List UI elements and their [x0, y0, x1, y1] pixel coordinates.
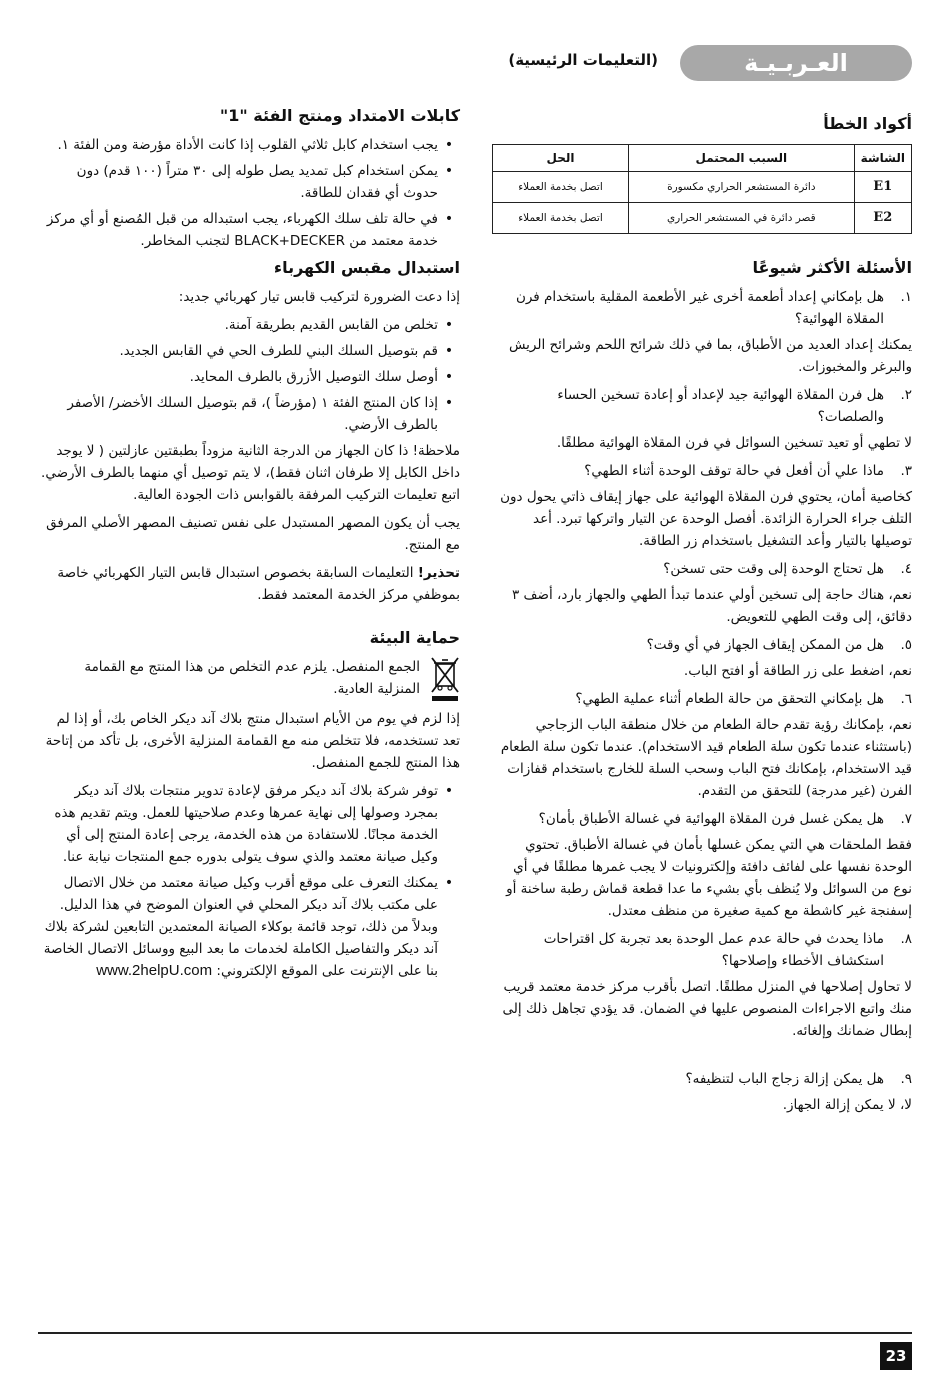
faq-question: ماذا يحدث في حالة عدم عمل الوحدة بعد تجربة كل اقتراحات استكشاف الأخطاء وإصلاحها؟	[543, 931, 884, 969]
list-item	[40, 392, 460, 436]
warning-text: التعليمات السابقة بخصوص استبدال قابس التيار الكهربائي خاصة بموظفي مركز الخدمة المعتمد فقط.	[57, 565, 460, 603]
faq-number: ٩.	[900, 1071, 912, 1087]
bullet-icon: •	[444, 395, 454, 411]
extension-title: كابلات الامتداد ومنتج الفئة "1"	[219, 106, 460, 125]
environment-para: إذا لزم في يوم من الأيام استبدال منتج بلاك آند ديكر الخاص بك، أو إذا لم تعد تستخدمه، فلا تتخلص منه مع القمامة المنزلية الأخرى، بل تأكد من إتاحة هذا المنتج للجمع المنفصل.	[45, 711, 460, 771]
faq-answer: فقط الملحقات هي التي يمكن غسلها بأمان في غسالة الأطباق. تحتوي الوحدة نفسها على لفائف دافئة وإلكترونيات لا يجب غمرها مطلقًا في أي نوع من السوائل ولا يُنظف بأي بشيء ما عدا قطعة قماش رطبة ساخنة أو إسفنجة غير كاشطة مع كمية صغيرة من منظف معتدل.	[506, 837, 912, 919]
error-solution: اتصل بخدمة العملاء	[493, 203, 629, 234]
bullet-text: في حالة تلف سلك الكهرباء، يجب استبداله من قبل المُصنع أو أي مركز خدمة معتمد من BLACK+DECKER لتجنب المخاطر.	[46, 211, 438, 249]
faq-number: ٥.	[900, 637, 912, 653]
list-item	[40, 340, 460, 362]
list-item	[40, 366, 460, 388]
list-item	[40, 780, 460, 868]
faq-answer: لا تحاول إصلاحها في المنزل مطلقًا. اتصل بأقرب مركز خدمة معتمد قريب منك واتبع الاجراءات المنصوص عليها في الضمان. قد يؤدي تجاهل ذلك إلى إبطال ضمانك وإلغائه.	[502, 979, 912, 1039]
bullet-icon: •	[444, 783, 454, 799]
plug-title: استبدال مقبس الكهرباء	[273, 258, 460, 277]
error-codes-title: أكواد الخطأ	[823, 114, 912, 133]
list-item	[492, 286, 912, 378]
faq-answer: لا تطهي أو تعيد تسخين السوائل في فرن المقلاة الهوائية مطلقًا.	[556, 435, 912, 451]
faq-question: هل يمكن غسل فرن المقلاة الهوائية في غسالة الأطباق بأمان؟	[538, 811, 884, 827]
table-row	[493, 203, 912, 234]
bullet-icon: •	[444, 343, 454, 359]
plug-intro: إذا دعت الضرورة لتركيب قابس تيار كهربائي جديد:	[178, 289, 460, 305]
faq-question: هل بإمكاني إعداد أطعمة أخرى غير الأطعمة المقلية باستخدام فرن المقلاة الهوائية؟	[515, 289, 884, 327]
header-subtitle: (التعليمات الرئيسية)	[508, 51, 658, 69]
faq-answer: يمكنك إعداد العديد من الأطباق، بما في ذلك شرائح اللحم وشرائح الريش والبرغر والمخبوزات.	[508, 337, 912, 375]
warning-label: تحذير!	[417, 565, 460, 581]
right-column	[492, 112, 912, 1122]
faq-number: ٨.	[900, 931, 912, 947]
list-item	[40, 134, 460, 156]
faq-answer: نعم، اضغط على زر الطاقة أو افتح الباب.	[683, 663, 912, 679]
faq-answer: نعم، هناك حاجة إلى تسخين أولي عندما تبدأ الطهي والجهاز بارد، أضف ٣ دقائق، إلى وقت الطهي للتعويض.	[511, 587, 912, 625]
left-column	[40, 104, 460, 986]
bullet-text: توفر شركة بلاك آند ديكر مرفق لإعادة تدوير منتجات بلاك آند ديكر بمجرد وصولها إلى نهاية عمرها وعدم صلاحيتها للعمل. ويتم تقديم هذه الخدمة مجانًا. للاستفادة من هذه الخدمة، يرجى إعادة المنتج إلى أي وكيل صيانة معتمد والذي سوف يتولى بدوره جمع المنتجات نيابة عنا.	[54, 783, 438, 865]
footer-divider	[38, 1332, 912, 1334]
crossed-bin-icon	[430, 656, 460, 702]
bullet-text: تخلص من القابس القديم بطريقة آمنة.	[224, 317, 438, 333]
table-header: الشاشة	[854, 145, 911, 172]
list-item	[40, 160, 460, 204]
service-text: يمكنك التعرف على موقع أقرب وكيل صيانة معتمد من خلال الاتصال على مكتب بلاك آند ديكر المحلي في العنوان الموضح في هذا الدليل. وبدلاً من ذلك، توجد قائمة بوكلاء الصيانة المعتمدين التابعين لشركة بلاك آند ديكر والتفاصيل الكاملة لخدمات ما بعد البيع ووسائل الاتصال الخاصة بنا على الإنترنت على الموقع الإلكتروني:	[43, 875, 438, 979]
plug-note: ملاحظة! ذا كان الجهاز من الدرجة الثانية مزوداً بطبقتين عازلتين ( لا يوجد داخل الكابل إلا طرفان اثنان فقط)، لا يتم توصيل أي منهما بالطرف الأرضي. اتبع تعليمات التركيب المرفقة بالقوابس ذات الجودة العالية.	[41, 443, 460, 503]
separate-text: الجمع المنفصل. يلزم عدم التخلص من هذا المنتج مع القمامة المنزلية العادية.	[84, 659, 420, 697]
bullet-text	[40, 872, 438, 982]
faq-answer: لا، لا يمكن إزالة الجهاز.	[782, 1097, 912, 1113]
faq-number: ٢.	[900, 387, 912, 403]
faq-number: ٤.	[900, 561, 912, 577]
list-item	[492, 460, 912, 552]
language-tab: العـربـيـة	[680, 45, 912, 81]
error-code: E2	[854, 203, 911, 234]
page-number: 23	[880, 1342, 912, 1370]
error-cause: قصر دائرة في المستشعر الحراري	[629, 203, 855, 234]
bullet-text: يمكن استخدام كبل تمديد يصل طوله إلى ٣٠ متراً (١٠٠ قدم) دون حدوث أي فقدان للطاقة.	[76, 163, 438, 201]
faq-question: هل بإمكاني التحقق من حالة الطعام أثناء عملية الطهي؟	[575, 691, 884, 707]
faq-answer: نعم، بإمكانك رؤية تقدم حالة الطعام من خلال منطقة الباب الزجاجي (باستثناء عندما تكون سلة الطعام قيد الاستخدام). عندما تكون سلة الطعام قيد الاستخدام، بإمكانك فتح الباب وسحب السلة للخارج باستخدام قفازات الفرن (غير مدرجة) للتحقق من التقدم.	[500, 717, 912, 799]
bullet-icon: •	[444, 369, 454, 385]
list-item	[492, 688, 912, 802]
bullet-icon: •	[444, 137, 454, 153]
faq-question: هل تحتاج الوحدة إلى وقت حتى تسخن؟	[663, 561, 884, 577]
faq-list	[492, 286, 912, 1116]
error-cause: دائرة المستشعر الحراري مكسورة	[629, 172, 855, 203]
faq-number: ١.	[900, 289, 912, 305]
environment-title: حماية البيئة	[369, 628, 460, 647]
website-link[interactable]: www.2helpU.com	[96, 962, 213, 979]
table-header: السبب المحتمل	[629, 145, 855, 172]
list-item	[492, 808, 912, 922]
plug-warning	[40, 562, 460, 606]
faq-question: ماذا علي أن أفعل في حالة توقف الوحدة أثناء الطهي؟	[584, 463, 884, 479]
list-item	[492, 1068, 912, 1116]
list-item	[492, 634, 912, 682]
list-item	[40, 872, 460, 982]
bullet-icon: •	[444, 875, 454, 891]
list-item	[40, 314, 460, 336]
bullet-text: أوصل سلك التوصيل الأزرق بالطرف المحايد.	[189, 369, 438, 385]
faq-number: ٧.	[900, 811, 912, 827]
faq-question: هل فرن المقلاة الهوائية جيد لإعداد أو إعادة تسخين الحساء والصلصات؟	[557, 387, 884, 425]
bullet-icon: •	[444, 163, 454, 179]
list-item	[492, 928, 912, 1042]
bullet-text: قم بتوصيل السلك البني للطرف الحي في القابس الجديد.	[119, 343, 438, 359]
plug-rating: يجب أن يكون المصهر المستبدل على نفس تصنيف المصهر الأصلي المرفق مع المنتج.	[46, 515, 460, 553]
faq-answer: كخاصية أمان، يحتوي فرن المقلاة الهوائية على جهاز إيقاف ذاتي يحول دون التلف جراء الحرارة الزائدة. أفصل الوحدة عن التيار واتركها تبرد. أعد توصيلها بالتيار وأعد التشغيل باستخدام زر الطاقة.	[500, 489, 912, 549]
bullet-text: إذا كان المنتج الفئة ١ (مؤرضاً )، قم بتوصيل السلك الأخضر/ الأصفر بالطرف الأرضي.	[67, 395, 438, 433]
table-row	[493, 172, 912, 203]
bullet-icon: •	[444, 211, 454, 227]
faq-number: ٣.	[900, 463, 912, 479]
faq-question: هل من الممكن إيقاف الجهاز في أي وقت؟	[646, 637, 884, 653]
table-header: الحل	[493, 145, 629, 172]
error-solution: اتصل بخدمة العملاء	[493, 172, 629, 203]
faq-title: الأسئلة الأكثر شيوعًا	[752, 258, 912, 277]
bullet-icon: •	[444, 317, 454, 333]
faq-question: هل يمكن إزالة زجاج الباب لتنظيفه؟	[685, 1071, 884, 1087]
error-code: E1	[854, 172, 911, 203]
list-item	[492, 384, 912, 454]
error-codes-table	[492, 144, 912, 234]
list-item	[492, 558, 912, 628]
list-item	[40, 208, 460, 252]
separate-collection	[40, 656, 460, 702]
faq-number: ٦.	[900, 691, 912, 707]
bullet-text: يجب استخدام كابل ثلاثي القلوب إذا كانت الأداة مؤرضة ومن الفئة ١.	[57, 137, 438, 153]
